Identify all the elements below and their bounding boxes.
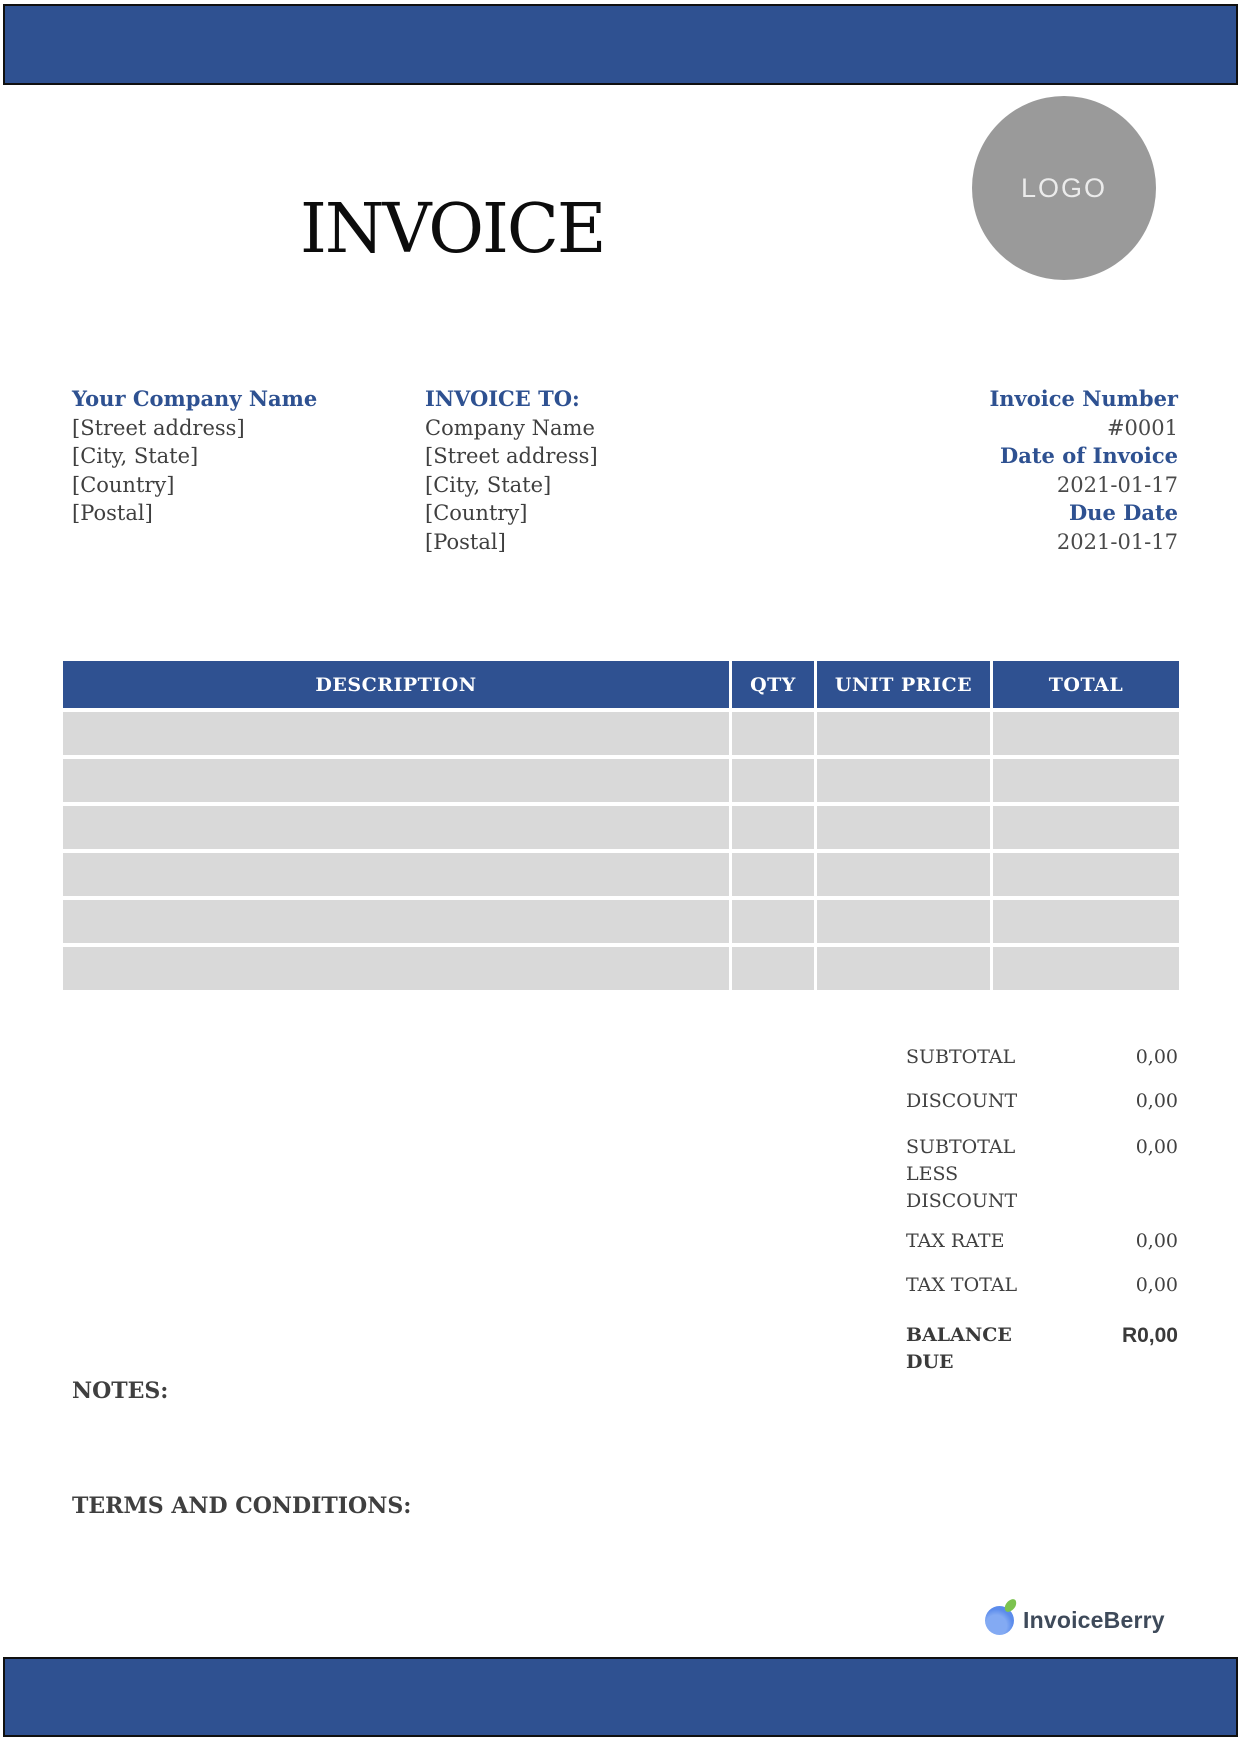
invoiceberry-wordmark: InvoiceBerry (1023, 1606, 1165, 1633)
logo-placeholder-text: LOGO (1020, 172, 1108, 203)
table-cell (817, 712, 990, 755)
client-street: [Street address] (425, 444, 598, 468)
table-cell (732, 759, 814, 802)
due-date-value: 2021-01-17 (1056, 529, 1178, 554)
company-city: [City, State] (72, 444, 199, 468)
terms-label: TERMS AND CONDITIONS: (72, 1493, 412, 1519)
table-cell (732, 853, 814, 896)
table-cell (63, 947, 729, 990)
client-city: [City, State] (425, 472, 552, 497)
table-cell (817, 759, 990, 802)
logo-placeholder (972, 96, 1156, 280)
table-cell (63, 759, 729, 802)
invoice-meta-block (989, 385, 1178, 556)
client-postal: [Postal] (425, 529, 506, 554)
table-cell (732, 806, 814, 849)
table-cell (732, 900, 814, 943)
balance-due-value: R0,00 (1121, 1324, 1178, 1347)
table-cell (63, 900, 729, 943)
summary-row-discount (906, 1088, 1178, 1115)
client-name: Company Name (425, 415, 595, 440)
invoice-number-label: Invoice Number (989, 386, 1178, 411)
tax-rate-label: TAX RATE (906, 1230, 1005, 1252)
column-header-description: DESCRIPTION (63, 661, 729, 708)
subtotal-label: SUBTOTAL (906, 1046, 1016, 1068)
tax-total-value: 0,00 (1135, 1274, 1178, 1296)
table-cell (993, 712, 1179, 755)
discount-value: 0,00 (1135, 1090, 1178, 1112)
company-street: [Street address] (72, 415, 245, 440)
invoice-number-value: #0001 (1106, 415, 1178, 440)
invoice-to-label: INVOICE TO: (425, 386, 580, 411)
table-cell (732, 712, 814, 755)
table-cell (732, 947, 814, 990)
bottom-accent-bar (3, 1657, 1238, 1737)
table-cell (63, 853, 729, 896)
subtotal-less-discount-value: 0,00 (1135, 1136, 1178, 1158)
table-cell (817, 853, 990, 896)
invoiceberry-berry-icon (985, 1606, 1014, 1635)
table-cell (817, 947, 990, 990)
invoice-to-block (425, 385, 598, 556)
company-address-block (72, 385, 317, 528)
tax-total-label: TAX TOTAL (906, 1274, 1018, 1296)
notes-label: NOTES: (72, 1378, 169, 1404)
balance-due-label: BALANCE DUE (906, 1324, 1012, 1373)
invoice-date-value: 2021-01-17 (1056, 472, 1178, 497)
company-country: [Country] (72, 472, 175, 497)
summary-row-tax-total (906, 1272, 1178, 1299)
subtotal-value: 0,00 (1135, 1046, 1178, 1068)
table-cell (63, 712, 729, 755)
table-cell (817, 900, 990, 943)
table-cell (993, 900, 1179, 943)
invoiceberry-leaf-icon (1003, 1598, 1019, 1612)
table-cell (993, 853, 1179, 896)
page-title: INVOICE (300, 190, 605, 269)
summary-row-balance-due (906, 1322, 1178, 1376)
summary-row-subtotal-less-discount (906, 1134, 1178, 1215)
line-items-table (63, 661, 1179, 990)
summary-row-subtotal (906, 1044, 1178, 1071)
company-name: Your Company Name (72, 386, 318, 411)
company-postal: [Postal] (72, 501, 153, 525)
totals-summary (906, 1044, 1178, 1374)
table-cell (63, 806, 729, 849)
table-cell (993, 947, 1179, 990)
subtotal-less-discount-label: SUBTOTAL LESS DISCOUNT (906, 1136, 1018, 1212)
invoiceberry-brand (985, 1603, 1165, 1637)
table-cell (993, 759, 1179, 802)
table-cell (817, 806, 990, 849)
column-header-qty: QTY (732, 661, 814, 708)
due-date-label: Due Date (1068, 500, 1178, 525)
top-accent-bar (3, 4, 1238, 85)
column-header-unit-price: UNIT PRICE (817, 661, 990, 708)
table-cell (993, 806, 1179, 849)
tax-rate-value: 0,00 (1135, 1230, 1178, 1252)
summary-row-tax-rate (906, 1228, 1178, 1255)
invoice-date-label: Date of Invoice (1000, 443, 1178, 468)
client-country: [Country] (425, 501, 528, 525)
discount-label: DISCOUNT (906, 1090, 1018, 1112)
column-header-total: TOTAL (993, 661, 1179, 708)
